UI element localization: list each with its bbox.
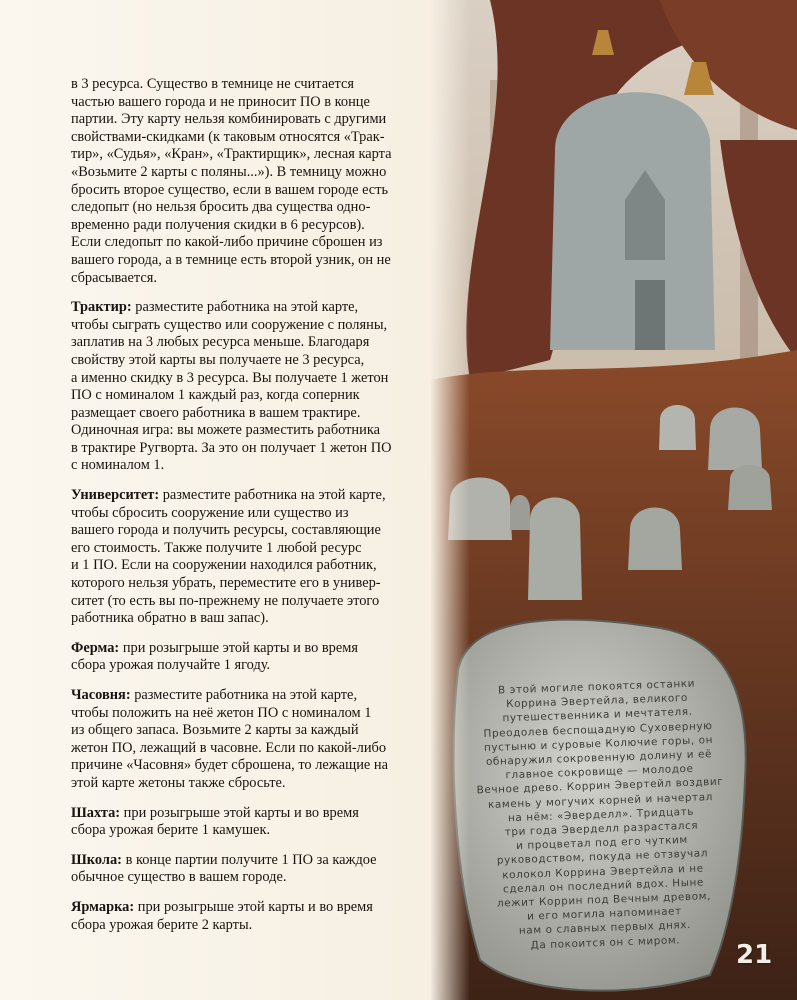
small-gravestone: [528, 498, 582, 601]
term-fair: Ярмарка:: [71, 898, 135, 915]
small-gravestone: [628, 508, 682, 571]
small-gravestone: [708, 408, 762, 471]
paragraph-tavern: [71, 299, 411, 475]
page-fade: [430, 0, 470, 1000]
small-gravestone: [659, 405, 696, 450]
paragraph-text: разместите работника на этой карте, чтобы сыграть существо или сооружение с поляны, заплатив на 3 любых ресурса меньше. Благодаря свойству этой карты вы получаете не 3 ресурса, а именно скидку в 3 ресурса. Вы получаете 1 жетон ПО с номиналом 1 каждый раз, когда соперник размещает своего работника в вашем трактире. Одиночная игра: вы можете разместить работника в трактире Ругворта. За это он получает 1 жетон ПО с номиналом 1.: [71, 299, 392, 474]
paragraph-text: разместите работника на этой карте, чтобы положить на неё жетон ПО с номиналом 1 из общего запаса. Возьмите 2 карты за каждый жетон ПО, лежащий в часовне. Если по какой-либо причине «Часовня» будет сброшена, то лежащие на этой карте жетоны также сбросьте.: [71, 687, 388, 791]
term-tavern: Трактир:: [71, 299, 132, 316]
chapel-door: [635, 280, 665, 350]
paragraph-fair: [71, 899, 411, 934]
small-gravestone: [728, 465, 772, 510]
paragraph-mine: [71, 805, 411, 840]
rules-text-column: [71, 76, 411, 946]
term-mine: Шахта:: [71, 804, 121, 821]
term-chapel: Часовня:: [71, 687, 131, 703]
paragraph-university: [71, 487, 411, 628]
small-gravestone: [510, 495, 530, 530]
term-farm: Ферма:: [71, 639, 120, 656]
paragraph-text: при розыгрыше этой карты и во время сбора урожая берите 1 камушек.: [71, 804, 359, 839]
paragraph-text: в 3 ресурса. Существо в темнице не считается частью вашего города и не приносит ПО в конце партии. Эту карту нельзя комбинировать с другими свойствами-скидками (к таковым относятся «Трак- тир», «Судья», «Кран», «Трактирщик», лесная карта «Возьмите 2 карты с поляны...»). В темницу можно бросить второе существо, если в вашем городе есть следопыт (но нельзя бросить два существа одно- временно ради получения скидки в 6 ресурсов). Если следопыт по какой-либо причине сброшен из вашего города, а в темнице есть второй узник, он не сбрасывается.: [71, 76, 392, 286]
paragraph-text: разместите работника на этой карте, чтобы сбросить сооружение или существо из вашего города и получить ресурсы, составляющие его стоимость. Также получите 1 любой ресурс и 1 ПО. Если на сооружении находился работник, которого нельзя убрать, переместите его в универ- ситет (то есть вы по-прежнему не получаете этого работника обратно в ваш запас).: [71, 487, 386, 627]
page-number: 21: [736, 940, 773, 970]
term-school: Школа:: [71, 851, 122, 868]
term-university: Университет:: [71, 487, 160, 504]
paragraph-text: в конце партии получите 1 ПО за каждое обычное существо в вашем городе.: [71, 851, 377, 886]
paragraph-school: [71, 852, 411, 887]
epitaph-inscription: В этой могиле покоятся останки Коррина Эвертейла, великого путешественника и мечтателя. Преодолев беспощадную Суховерную пустыню и суровые Колючие горы, он обнаружил сокровенную долину и её главное сокровище — молодое Вечное древо. Коррин Эвертейл воздвиг камень у могучих корней и начертал на нём: «Эверделл». Тридцать три года Эверделл разрастался и процветал под его чутким руководством, покуда не отзвучал колокол Коррина Эвертейла и не сделал он последний вдох. Ныне лежит Коррин под Вечным древом, и его могила напоминает нам о славных первых днях. Да покоится он с миром.: [476, 677, 724, 952]
paragraph-text: при розыгрыше этой карты и во время сбора урожая получайте 1 ягоду.: [71, 639, 358, 674]
paragraph-text: при розыгрыше этой карты и во время сбора урожая берите 2 карты.: [71, 898, 373, 933]
paragraph-dungeon-continued: [71, 76, 411, 287]
paragraph-chapel: [71, 687, 411, 793]
paragraph-farm: [71, 640, 411, 675]
